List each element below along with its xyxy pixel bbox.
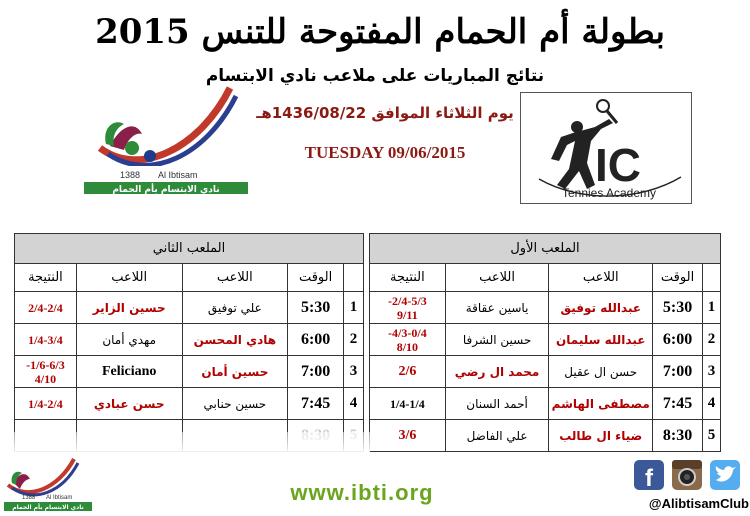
col-player2-header: اللاعب (76, 264, 182, 292)
club-logo-name-en: Al Ibtisam (158, 170, 198, 180)
match-result: 1/4-1/4 (370, 388, 446, 420)
date-english: TUESDAY 09/06/2015 (304, 143, 466, 162)
player-name: Feliciano (76, 356, 182, 388)
court-1-table (369, 233, 721, 452)
footer-logo-name-en: Al Ibtisam (46, 495, 73, 501)
match-number: 1 (344, 292, 364, 324)
court-2-table (14, 233, 364, 452)
instagram-icon[interactable] (672, 460, 702, 490)
footer-club-logo (2, 455, 94, 513)
match-time: 7:45 (288, 388, 344, 420)
match-time: 5:30 (653, 292, 703, 324)
svg-text:f: f (645, 465, 653, 492)
match-time: 5:30 (288, 292, 344, 324)
match-time: 7:45 (653, 388, 703, 420)
player-name: حسن ال عقيل (549, 356, 653, 388)
match-result: 3/6 (370, 420, 446, 452)
match-number: 2 (344, 324, 364, 356)
academy-logo (520, 92, 692, 204)
table-row (15, 356, 364, 388)
player-name: علي توفيق (182, 292, 288, 324)
table-row (370, 324, 721, 356)
winner-name: مصطفى الهاشم (549, 388, 653, 420)
page-subtitle: نتائج المباريات على ملاعب نادي الابتسام (205, 66, 545, 86)
table-row (370, 420, 721, 452)
match-number: 3 (344, 356, 364, 388)
footer-logo-year: 1388 (22, 495, 36, 501)
col-result-header: النتيجة (15, 264, 77, 292)
academy-logo-letters: IC (595, 139, 641, 191)
court-1-title: الملعب الأول (370, 234, 721, 264)
player-name: علي الفاضل (445, 420, 549, 452)
winner-name: محمد ال رضي (445, 356, 549, 388)
match-time: 6:00 (653, 324, 703, 356)
match-number: 4 (344, 388, 364, 420)
match-result: 1/4-3/4 (15, 324, 77, 356)
match-number: 3 (703, 356, 721, 388)
page-title: بطولة أم الحمام المفتوحة للتنس 2015 (95, 12, 665, 52)
match-number: 2 (703, 324, 721, 356)
winner-name: هادي المحسن (182, 324, 288, 356)
winner-name: حسين الزاير (76, 292, 182, 324)
col-player2-header: اللاعب (445, 264, 549, 292)
table-row (370, 292, 721, 324)
court-2-title: الملعب الثاني (15, 234, 364, 264)
academy-logo-text: Tennies Academy (561, 186, 657, 200)
player-name: ياسين عقاقة (445, 292, 549, 324)
twitter-icon[interactable] (710, 460, 740, 490)
match-time: 6:00 (288, 324, 344, 356)
club-logo (80, 78, 250, 196)
winner-name: حسين أمان (182, 356, 288, 388)
table-row (370, 388, 721, 420)
col-player1-header: اللاعب (549, 264, 653, 292)
table-row (15, 388, 364, 420)
club-logo-name-ar: نادي الابتسام بأم الحمام (112, 185, 220, 195)
match-number: 4 (703, 388, 721, 420)
match-time: 7:00 (653, 356, 703, 388)
winner-name: حسن عبادي (76, 388, 182, 420)
match-number: 5 (703, 420, 721, 452)
winner-name: ضياء ال طالب (549, 420, 653, 452)
match-number: 1 (703, 292, 721, 324)
col-time-header: الوقت (288, 264, 344, 292)
facebook-icon[interactable] (634, 460, 664, 492)
match-time: 7:00 (288, 356, 344, 388)
table-row (15, 292, 364, 324)
club-logo-year: 1388 (120, 170, 141, 180)
match-result: 2/6 (370, 356, 446, 388)
player-name: أحمد السنان (445, 388, 549, 420)
match-result: 1/4-2/4 (15, 388, 77, 420)
winner-name: عبدالله سليمان (549, 324, 653, 356)
table-row (370, 356, 721, 388)
social-handle[interactable]: @AlibtisamClub (648, 496, 749, 511)
match-result: -1/6-6/3 4/10 (15, 356, 77, 388)
table-row (15, 324, 364, 356)
match-result: 2/4-2/4 (15, 292, 77, 324)
website-link[interactable]: www.ibti.org (290, 480, 434, 505)
match-time: 8:30 (653, 420, 703, 452)
player-name: حسين الشرفا (445, 324, 549, 356)
social-icons (632, 458, 744, 492)
match-result: -4/3-0/4 8/10 (370, 324, 446, 356)
footer-logo-name-ar: نادي الابتسام بأم الحمام (12, 504, 84, 511)
date-arabic: يوم الثلاثاء الموافق 1436/08/22هـ (256, 104, 514, 122)
col-player1-header: اللاعب (182, 264, 288, 292)
match-result: -2/4-5/3 9/11 (370, 292, 446, 324)
winner-name: عبدالله توفيق (549, 292, 653, 324)
player-name: مهدي أمان (76, 324, 182, 356)
col-time-header: الوقت (653, 264, 703, 292)
player-name: حسين حنابي (182, 388, 288, 420)
col-result-header: النتيجة (370, 264, 446, 292)
